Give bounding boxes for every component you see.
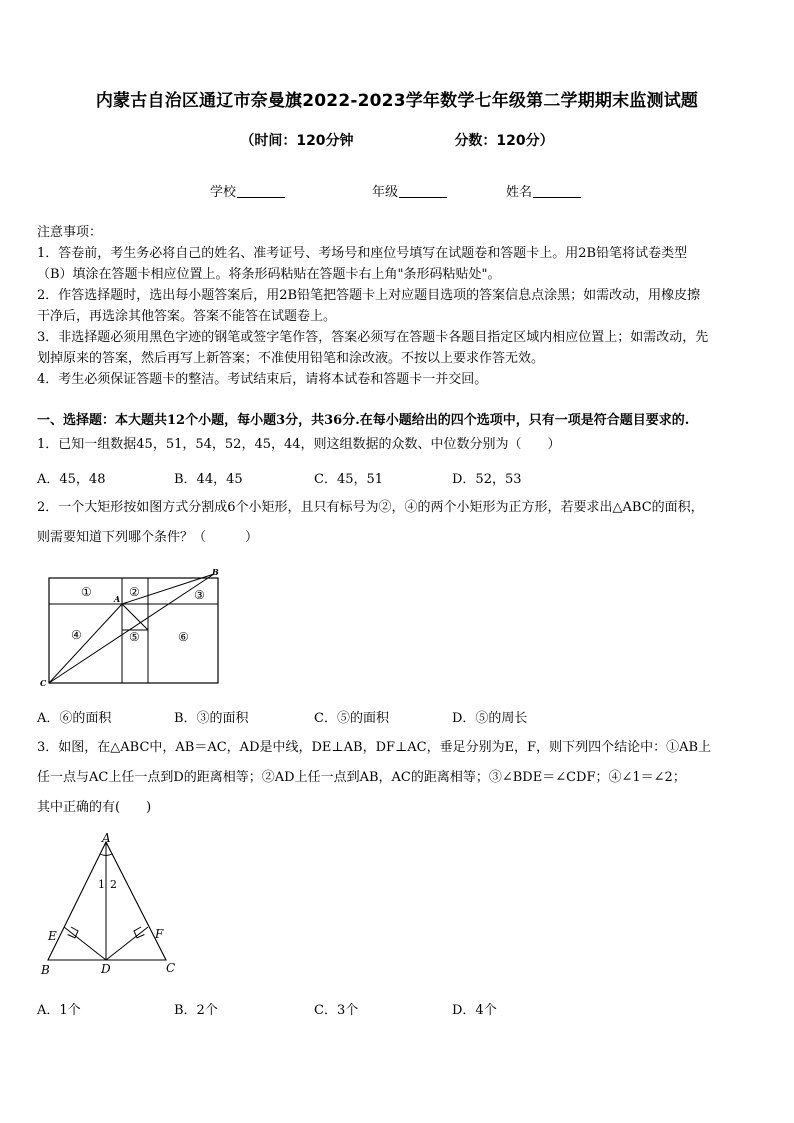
school-label: 学校 [210,185,237,200]
point-d-label: D [101,962,111,976]
point-f-label: F [155,927,164,941]
notes-heading: 注意事项： [37,225,103,240]
point-a-label: A [102,832,111,845]
region-label-3: ③ [194,588,205,602]
note-line: 3．非选择题必须用黑色字迹的钢笔或签字笔作答，答案必须写在答题卡各题目指定区域内相应位置上；如需改动，先 [37,330,709,345]
note-line: 干净后，再选涂其他答案。答案不能答在试题卷上。 [37,309,337,324]
point-c-label: C [40,678,47,688]
question-3-stem [37,733,759,823]
note-line: 1．答卷前，考生务必将自己的姓名、准考证号、考场号和座位号填写在试题卷和答题卡上。用2B铅笔将试卷类型 [37,246,688,261]
note-line: 2．作答选择题时，选出每小题答案后，用2B铅笔把答题卡上对应题目选项的答案信息点涂黑；如需改动，用橡皮擦 [37,288,701,303]
section-heading: 一、选择题：本大题共12个小题，每小题3分，共36分.在每小题给出的四个选项中，只有一项是符合题目要求的. [37,413,690,428]
segment-ca [49,604,122,683]
time-limit: （时间：120分钟 [240,133,354,149]
perpendicular-df [106,927,148,960]
option-d[interactable]: D．4个 [452,1003,497,1018]
option-b[interactable]: B．44，45 [174,472,243,487]
grade-field[interactable] [372,181,447,200]
note-line: 划掉原来的答案，然后再写上新答案；不准使用铅笔和涂改液。不按以上要求作答无效。 [37,351,545,366]
point-c-label: C [166,961,176,975]
angle-1-label: 1 [98,878,105,891]
question-2-stem [37,493,759,553]
question-2-line-2: 则需要知道下列哪个条件？（ ） [37,530,259,545]
total-score: 分数：120分） [454,133,554,149]
region-label-4: ④ [71,628,82,642]
grade-label: 年级 [372,185,399,200]
page-title: 内蒙古自治区通辽市奈曼旗2022-2023学年数学七年级第二学期期末监测试题 [95,91,699,111]
question-2-line-1: 2．一个大矩形按如图方式分割成6个小矩形，且只有标号为②，④的两个小矩形为正方形，若要求出△ABC的面积， [37,500,704,515]
point-a-label: A [114,594,121,604]
option-a[interactable]: A．⑥的面积 [37,711,112,726]
point-e-label: E [48,929,57,943]
option-d[interactable]: D．52，53 [452,472,522,487]
option-c[interactable]: C．⑤的面积 [314,711,389,726]
option-b[interactable]: B．2个 [174,1003,218,1018]
note-line: （B）填涂在答题卡相应位置上。将条形码粘贴在答题卡右上角"条形码粘贴处"。 [37,267,501,282]
school-blank[interactable] [237,184,285,198]
region-label-6: ⑥ [178,630,189,644]
school-field[interactable] [210,181,285,200]
notes-block [37,222,759,390]
isosceles-triangle-figure [36,832,186,977]
angle-2-label: 2 [110,878,117,891]
exam-meta [0,130,794,150]
perpendicular-de [64,927,106,960]
grade-blank[interactable] [399,184,447,198]
option-a[interactable]: A．45，48 [37,472,106,487]
option-d[interactable]: D．⑤的周长 [452,711,528,726]
question-3-line-1: 3．如图，在△ABC中，AB＝AC，AD是中线，DE⊥AB，DF⊥AC，垂足分别为E，F，则下列四个结论中：①AB上 [37,740,712,755]
rectangle-partition-figure [36,565,226,690]
question-3-line-3: 其中正确的有( ) [37,800,152,815]
option-c[interactable]: C．45，51 [314,472,384,487]
question-3-line-2: 任一点与AC上任一点到D的距离相等；②AD上任一点到AB，AC的距离相等；③∠BDE＝∠CDF；④∠1＝∠2； [37,770,686,785]
triangle-abc [48,842,166,960]
point-b-label: B [41,963,50,977]
option-c[interactable]: C．3个 [314,1003,359,1018]
option-b[interactable]: B．③的面积 [174,711,249,726]
note-line: 4．考生必须保证答题卡的整洁。考试结束后，请将本试卷和答题卡一并交回。 [37,372,488,387]
name-label: 姓名 [506,185,533,200]
region-label-1: ① [81,585,92,599]
region-label-2: ② [129,585,140,599]
name-blank[interactable] [533,184,581,198]
option-a[interactable]: A．1个 [37,1003,81,1018]
point-b-label: B [212,567,219,577]
name-field[interactable] [506,181,581,200]
region-label-5: ⑤ [129,630,140,644]
question-1-stem: 1．已知一组数据45，51，54，52，45，44，则这组数据的众数、中位数分别为（ ） [37,437,561,452]
